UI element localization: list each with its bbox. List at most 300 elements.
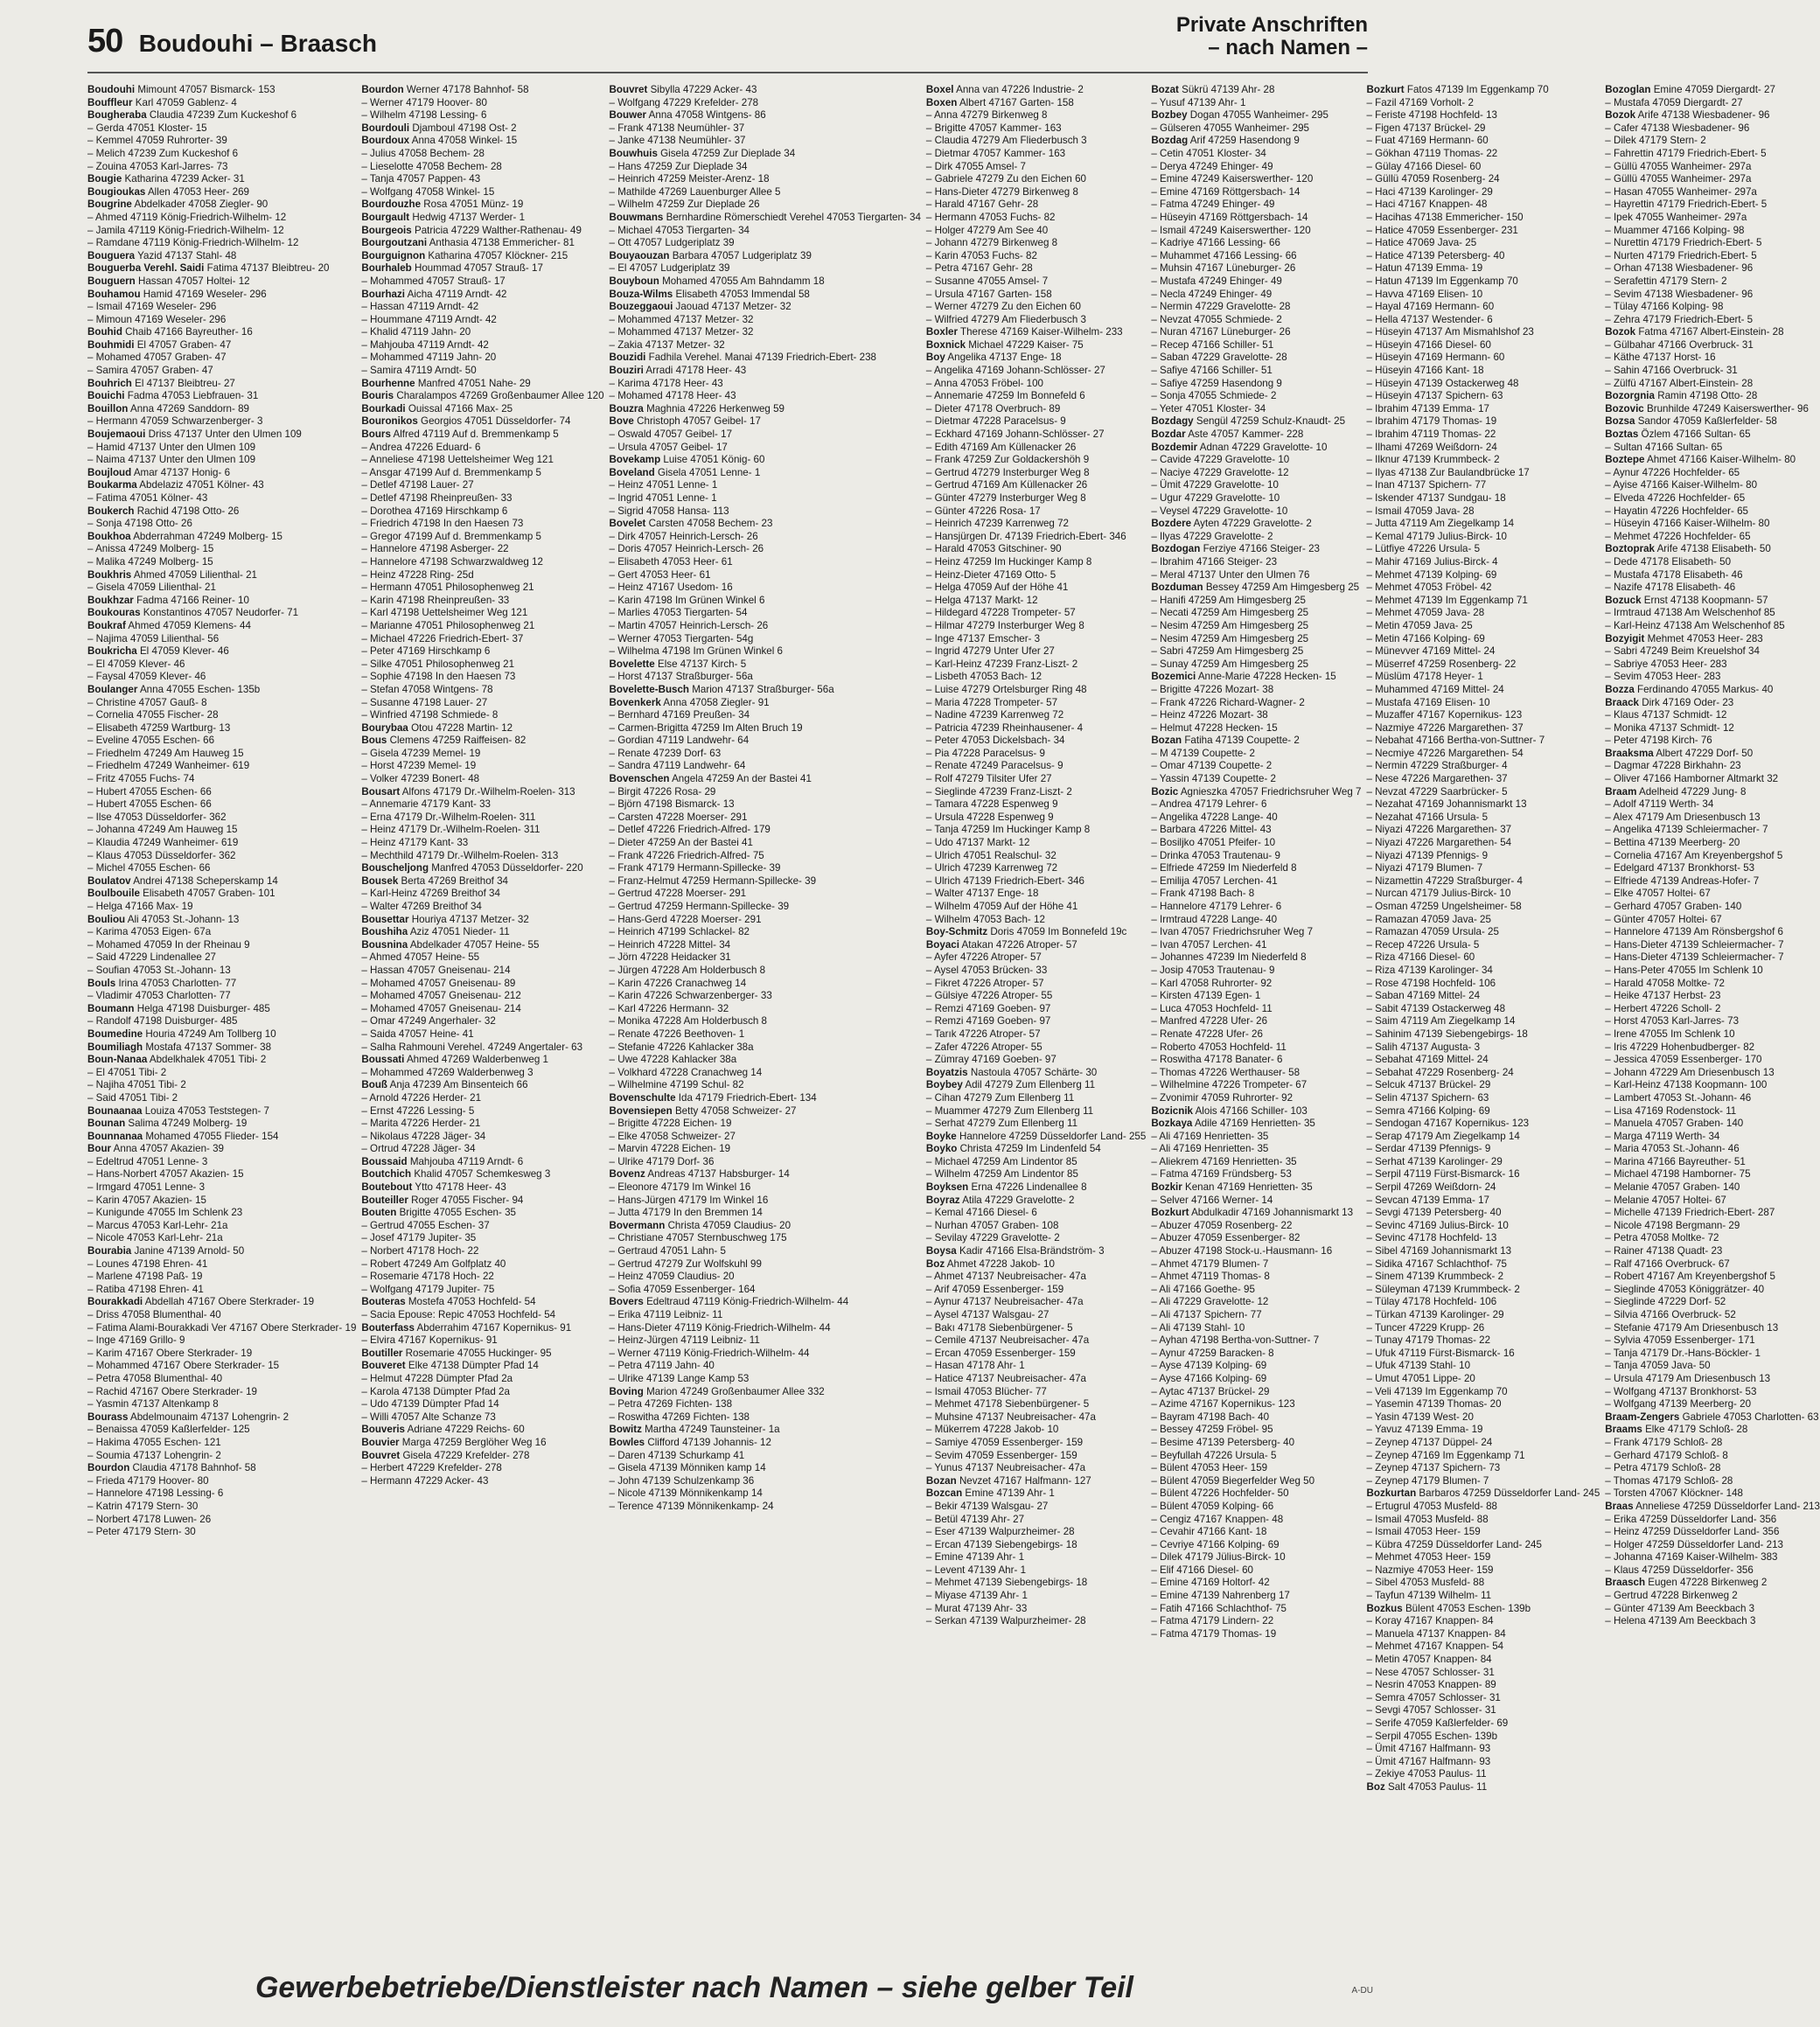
listing-entry	[610, 569, 921, 582]
surname: Boushiha	[361, 926, 408, 938]
entry-details: – Veli 47139 Im Eggenkamp 70	[1366, 1385, 1508, 1397]
listing-entry	[610, 965, 921, 978]
entry-details: – Zeynep 47179 Blumen- 7	[1366, 1474, 1489, 1487]
entry-details: – Nezahat 47169 Johannismarkt 13	[1366, 798, 1527, 811]
listing-entry	[87, 275, 356, 289]
listing-entry	[610, 301, 921, 314]
entry-details: – Ismail 47053 Heer- 159	[1366, 1526, 1481, 1538]
entry-details: – Michael 47259 Am Lindentor 85	[925, 1155, 1077, 1167]
entry-details: Louiza 47053 Teststegen- 7	[144, 1104, 269, 1117]
entry-details: – Stefanie 47226 Kahlacker 38a	[609, 1041, 754, 1053]
listing-entry	[1605, 1092, 1820, 1105]
entry-details: Atila 47229 Gravelotte- 2	[962, 1194, 1075, 1206]
listing-entry	[610, 1105, 921, 1118]
surname: Bouzidi	[609, 352, 646, 364]
listing-entry	[87, 556, 356, 569]
entry-details: – Sevim 47138 Wiesbadener- 96	[1605, 288, 1754, 300]
entry-details: Clemens 47259 Raiffeisen- 82	[389, 735, 526, 747]
surname: Boukhris	[87, 568, 132, 581]
listing-entry	[926, 225, 1146, 238]
listing-entry	[1366, 1348, 1600, 1361]
listing-entry	[1151, 1424, 1361, 1437]
listing-entry	[1605, 97, 1820, 110]
entry-details: – Saban 47169 Mittel- 24	[1366, 990, 1481, 1002]
listing-column	[610, 84, 921, 1947]
entry-details: Charalampos 47269 Großenbaumer Allee 120	[396, 390, 604, 402]
listing-entry	[1605, 1386, 1820, 1399]
listing-entry	[87, 620, 356, 633]
surname: Bovelette-Busch	[609, 683, 690, 695]
listing-entry	[926, 1258, 1146, 1271]
entry-details: – Hamid 47137 Unter den Ulmen 109	[87, 441, 256, 453]
entry-details: – Gertrud 47055 Eschen- 37	[361, 1219, 490, 1231]
listing-entry	[926, 1271, 1146, 1284]
surname: Bouvier	[361, 1436, 400, 1448]
surname: Bovers	[609, 1296, 644, 1308]
entry-details: Abderrahman 47249 Molberg- 15	[133, 530, 282, 542]
listing-entry	[610, 862, 921, 875]
entry-details: – Nurcan 47179 Julius-Birck- 10	[1366, 888, 1511, 900]
listing-entry	[1605, 824, 1820, 837]
entry-details: – Hermann 47229 Acker- 43	[361, 1474, 489, 1487]
entry-details: – Serpil 47269 Weißdorn- 24	[1366, 1181, 1496, 1194]
listing-entry	[1605, 237, 1820, 250]
listing-entry	[1605, 1245, 1820, 1258]
listing-entry	[926, 543, 1146, 556]
listing-entry	[361, 326, 603, 339]
entry-details: – Ursula 47228 Espenweg 9	[925, 811, 1054, 823]
listing-entry	[1151, 1220, 1361, 1233]
listing-entry	[1151, 186, 1361, 199]
entry-details: – El 47059 Klever- 46	[87, 658, 185, 670]
listing-entry	[610, 658, 921, 672]
entry-details: – Hans-Dieter 47279 Birkenweg 8	[925, 185, 1078, 198]
entry-details: – Necmiye 47226 Margarethen- 54	[1366, 747, 1524, 759]
listing-entry	[1366, 1245, 1600, 1258]
surname: Bozan	[1151, 735, 1182, 747]
entry-details: – Fatma 47179 Thomas- 19	[1151, 1627, 1277, 1640]
listing-entry	[87, 735, 356, 748]
entry-details: Anna 47269 Sanddorn- 89	[129, 402, 249, 414]
entry-details: – Inge 47169 Grillo- 9	[87, 1334, 185, 1347]
listing-entry	[1151, 467, 1361, 480]
listing-entry	[1151, 1398, 1361, 1411]
entry-details: – Zülfü 47167 Albert-Einstein- 28	[1605, 377, 1754, 389]
surname: Braams	[1605, 1424, 1642, 1436]
surname: Boukraf	[87, 619, 126, 631]
entry-details: – Mustafa 47178 Elisabeth- 46	[1605, 568, 1743, 581]
listing-entry	[1366, 1781, 1600, 1794]
surname: Boz	[1366, 1780, 1385, 1793]
listing-entry	[361, 442, 603, 455]
listing-entry	[610, 1003, 921, 1016]
listing-entry	[1366, 1131, 1600, 1144]
entry-details: – Ümit 47167 Halfmann- 93	[1366, 1755, 1491, 1767]
entry-details: – Driss 47058 Blumenthal- 40	[87, 1309, 221, 1320]
listing-entry	[610, 84, 921, 97]
listing-entry	[1605, 225, 1820, 238]
entry-details: – Cornelia 47167 Am Kreyenbergshof 5	[1605, 849, 1783, 861]
listing-entry	[1151, 1118, 1361, 1131]
listing-entry	[610, 390, 921, 403]
surname: Bowitz	[609, 1424, 642, 1436]
listing-entry	[1151, 289, 1361, 302]
entry-details: – Tunay 47179 Thomas- 22	[1366, 1334, 1491, 1347]
entry-details: – Elfriede 47139 Andreas-Hofer- 7	[1605, 874, 1760, 887]
listing-entry	[1151, 850, 1361, 863]
entry-details: – Beyfullah 47226 Ursula- 5	[1151, 1449, 1277, 1461]
listing-entry	[361, 212, 603, 225]
listing-entry	[610, 697, 921, 710]
listing-entry	[1151, 951, 1361, 965]
listing-entry	[1605, 875, 1820, 888]
listing-entry	[926, 365, 1146, 378]
listing-entry	[1366, 1028, 1600, 1041]
entry-details: – Oswald 47057 Geibel- 17	[609, 428, 733, 441]
entry-details: – Sevgi 47139 Petersberg- 40	[1366, 1207, 1502, 1219]
listing-entry	[1366, 1526, 1600, 1539]
listing-entry	[1366, 1015, 1600, 1028]
listing-entry	[1605, 1514, 1820, 1527]
listing-entry	[1366, 442, 1600, 455]
entry-details: – Josef 47179 Jupiter- 35	[361, 1232, 477, 1244]
listing-entry	[1605, 1424, 1820, 1437]
entry-details: – Hatice 47059 Essenberger- 231	[1366, 224, 1518, 236]
entry-details: – Zouina 47053 Karl-Jarres- 73	[87, 160, 228, 172]
listing-entry	[1366, 1564, 1600, 1578]
listing-entry	[1151, 518, 1361, 531]
listing-entry	[87, 378, 356, 391]
listing-entry	[1605, 1195, 1820, 1208]
entry-details: – Hakima 47055 Eschen- 121	[87, 1436, 221, 1448]
listing-entry	[1151, 748, 1361, 761]
entry-details: – Bülent 47059 Biegerfelder Weg 50	[1151, 1474, 1315, 1487]
entry-details: – Günter 47057 Holtei- 67	[1605, 913, 1722, 925]
entry-details: – Klaudia 47249 Wanheimer- 619	[87, 837, 239, 849]
listing-entry	[1151, 1590, 1361, 1603]
surname: Bourkadi	[361, 402, 406, 414]
listing-entry	[1366, 671, 1600, 684]
listing-entry	[1151, 786, 1361, 799]
listing-entry	[926, 314, 1146, 327]
entry-details: – Gisela 47059 Lilienthal- 21	[87, 582, 216, 594]
surname: Bouwmans	[609, 211, 664, 223]
entry-details: – Björn 47198 Bismarck- 13	[609, 798, 735, 811]
listing-entry	[1366, 748, 1600, 761]
entry-details: – Ahmed 47119 König-Friedrich-Wilhelm- 12	[87, 211, 287, 223]
listing-entry	[1151, 901, 1361, 914]
entry-details: – Monika 47228 Am Holderbusch 8	[609, 1015, 767, 1027]
listing-entry	[87, 454, 356, 467]
listing-entry	[1366, 505, 1600, 519]
surname: Bouls	[87, 977, 116, 989]
entry-details: – Riza 47166 Diesel- 60	[1366, 951, 1475, 964]
listing-entry	[610, 1054, 921, 1067]
listing-entry	[1151, 237, 1361, 250]
entry-details: – Gertrud 47279 Zur Wolfskuhl 99	[609, 1257, 762, 1270]
listing-entry	[87, 339, 356, 352]
listing-entry	[926, 1143, 1146, 1156]
entry-details: – Ralf 47166 Overbruck- 67	[1605, 1257, 1730, 1270]
listing-entry	[361, 633, 603, 646]
entry-details: – Serpil 47119 Fürst-Bismarck- 16	[1366, 1168, 1520, 1181]
listing-entry	[1605, 1360, 1820, 1373]
listing-entry	[1605, 850, 1820, 863]
entry-details: – Ursula 47057 Geibel- 17	[609, 441, 728, 453]
entry-details: – Yassin 47139 Coupette- 2	[1151, 773, 1276, 785]
entry-details: – Ramazan 47059 Ursula- 25	[1366, 926, 1499, 938]
entry-details: Konstantinos 47057 Neudorfer- 71	[143, 607, 299, 619]
entry-details: – Ingrid 47051 Lenne- 1	[609, 492, 717, 504]
footer-note: Gewerbebetriebe/Dienstleister nach Namen – siehe gelber Teil	[255, 1971, 1133, 2004]
listing-entry	[1366, 428, 1600, 442]
entry-details: – Wilhelm 47198 Lessing- 6	[361, 109, 487, 122]
entry-details: Anna van 47226 Industrie- 2	[956, 84, 1084, 95]
entry-details: – Samira 47057 Graben- 47	[87, 365, 213, 377]
entry-details: Aste 47057 Kammer- 228	[1188, 428, 1304, 441]
entry-details: Ahmet 47166 Kaiser-Wilhelm- 80	[1646, 454, 1796, 466]
listing-entry	[610, 620, 921, 633]
entry-details: – Kunigunde 47055 Im Schlenk 23	[87, 1207, 243, 1219]
entry-details: Irina 47053 Charlotten- 77	[118, 977, 237, 989]
listing-column	[926, 84, 1146, 1947]
surname: Bouguera	[87, 249, 136, 261]
entry-details: – Saida 47057 Heine- 41	[361, 1027, 474, 1040]
entry-details: Amar 47137 Honig- 6	[133, 466, 231, 478]
listing-entry	[610, 798, 921, 811]
listing-entry	[1605, 1105, 1820, 1118]
listing-entry	[926, 1386, 1146, 1399]
listing-entry	[1605, 314, 1820, 327]
listing-entry	[1605, 1577, 1820, 1590]
listing-entry	[926, 990, 1146, 1003]
listing-entry	[1605, 428, 1820, 442]
entry-details: Arif 47259 Hasendong 9	[1189, 135, 1300, 147]
listing-entry	[361, 378, 603, 391]
listing-entry	[87, 135, 356, 148]
listing-entry	[87, 850, 356, 863]
entry-details: Abdelkader 47057 Heine- 55	[409, 938, 540, 951]
listing-entry	[610, 978, 921, 991]
entry-details: – Ulrich 47051 Realschul- 32	[925, 849, 1056, 861]
entry-details: – Hannelore 47198 Lessing- 6	[87, 1487, 224, 1500]
listing-entry	[926, 1156, 1146, 1169]
entry-details: Bülent 47053 Eschen- 139b	[1405, 1602, 1531, 1614]
listing-entry	[610, 173, 921, 186]
entry-details: – Johanna 47249 Am Hauweg 15	[87, 824, 238, 836]
listing-entry	[361, 697, 603, 710]
entry-details: – Frank 47179 Hermann-Spillecke- 39	[609, 862, 781, 874]
entry-details: – Fatma 47169 Fründsberg- 53	[1151, 1168, 1292, 1181]
entry-details: – Hubert 47055 Eschen- 66	[87, 798, 212, 811]
listing-entry	[1605, 633, 1820, 646]
listing-entry	[1151, 148, 1361, 161]
listing-entry	[926, 492, 1146, 505]
entry-details: – Cetin 47051 Kloster- 34	[1151, 147, 1266, 159]
listing-entry	[1605, 1475, 1820, 1488]
listing-entry	[87, 1360, 356, 1373]
entry-details: – Herbert 47226 Scholl- 2	[1605, 1002, 1721, 1014]
entry-details: Jaouad 47137 Metzer- 32	[675, 301, 791, 313]
listing-entry	[926, 569, 1146, 582]
listing-entry	[926, 1334, 1146, 1348]
entry-details: Ahmed 47269 Walderbenweg 1	[406, 1054, 548, 1066]
entry-details: – Veysel 47229 Gravelotte- 10	[1151, 505, 1288, 517]
entry-details: – Hanifi 47259 Am Himgesberg 25	[1151, 594, 1306, 606]
entry-details: – Susanne 47198 Lauer- 27	[361, 696, 488, 708]
listing-entry	[1151, 543, 1361, 556]
listing-entry	[1605, 735, 1820, 748]
listing-entry	[926, 798, 1146, 811]
listing-entry	[361, 1092, 603, 1105]
listing-entry	[361, 122, 603, 136]
entry-details: Katharina 47239 Acker- 31	[124, 173, 245, 185]
entry-details: – Azime 47167 Kopernikus- 123	[1151, 1398, 1295, 1411]
entry-details: – Aynur 47137 Neubreisacher- 47a	[925, 1296, 1084, 1308]
entry-details: – Aynur 47226 Hochfelder- 65	[1605, 466, 1740, 478]
listing-entry	[87, 697, 356, 710]
entry-details: Salt 47053 Paulus- 11	[1387, 1780, 1488, 1793]
listing-entry	[1605, 1398, 1820, 1411]
entry-details: – Mechthild 47179 Dr.-Wilhelm-Roelen- 313	[361, 849, 559, 861]
entry-details: Mostafa 47137 Sommer- 38	[145, 1041, 272, 1053]
listing-entry	[926, 1028, 1146, 1041]
entry-details: – Angelika 47228 Lange- 40	[1151, 811, 1278, 823]
listing-entry	[1366, 1118, 1600, 1131]
entry-details: – Süleyman 47139 Krummbeck- 2	[1366, 1283, 1520, 1295]
entry-details: – Günter 47279 Insterburger Weg 8	[925, 492, 1086, 504]
entry-details: – Hatun 47139 Im Eggenkamp 70	[1366, 275, 1518, 287]
listing-entry	[1605, 186, 1820, 199]
listing-entry	[926, 122, 1146, 136]
entry-details: – Harald 47053 Gitschiner- 90	[925, 543, 1062, 555]
listing-entry	[361, 748, 603, 761]
entry-details: Roger 47055 Fischer- 94	[411, 1194, 524, 1206]
entry-details: Else 47137 Kirch- 5	[657, 658, 747, 670]
entry-details: – Andrea 47179 Lehrer- 6	[1151, 798, 1267, 811]
listing-entry	[926, 352, 1146, 365]
surname: Boukricha	[87, 645, 137, 658]
surname: Bouyaouzan	[609, 249, 670, 261]
entry-details: El 47057 Graben- 47	[136, 338, 232, 351]
entry-details: – Cengiz 47167 Knappen- 48	[1151, 1513, 1284, 1525]
entry-details: – Werner 47179 Hoover- 80	[361, 96, 487, 108]
entry-details: – Johann 47229 Am Driesenbusch 13	[1605, 1066, 1775, 1078]
surname: Bozdemir	[1151, 441, 1198, 453]
listing-entry	[1366, 1654, 1600, 1667]
entry-details: – Bülent 47059 Kolping- 66	[1151, 1500, 1274, 1512]
listing-entry	[1151, 824, 1361, 837]
surname: Bouris	[361, 390, 394, 402]
entry-details: Marion 47249 Großenbaumer Allee 332	[646, 1385, 825, 1397]
listing-entry	[610, 97, 921, 110]
listing-entry	[926, 390, 1146, 403]
surname: Boztepe	[1605, 454, 1645, 466]
listing-entry	[926, 199, 1146, 212]
surname: Bouteiller	[361, 1194, 408, 1206]
listing-entry	[610, 786, 921, 799]
entry-details: – Günter 47139 Am Beeckbach 3	[1605, 1602, 1755, 1614]
listing-entry	[1151, 1514, 1361, 1527]
entry-details: – Kadriye 47166 Lessing- 66	[1151, 237, 1280, 249]
listing-entry	[361, 199, 603, 212]
entry-details: – Mohammed 47137 Metzer- 32	[609, 313, 754, 325]
surname: Boyaci	[925, 938, 959, 951]
listing-entry	[926, 1181, 1146, 1195]
listing-entry	[87, 1386, 356, 1399]
listing-entry	[1605, 1079, 1820, 1092]
listing-entry	[87, 1258, 356, 1271]
entry-details: El 47059 Klever- 46	[139, 645, 229, 658]
listing-entry	[610, 378, 921, 391]
listing-entry	[1605, 1284, 1820, 1297]
entry-details: – Birgit 47226 Rosa- 29	[609, 785, 716, 798]
entry-details: – Serafettin 47179 Stern- 2	[1605, 275, 1727, 287]
listing-column	[87, 84, 356, 1947]
listing-entry	[361, 1296, 603, 1309]
entry-details: – Heinz-Jürgen 47119 Leibniz- 11	[609, 1334, 760, 1347]
entry-details: – Sendogan 47167 Kopernikus- 123	[1366, 1118, 1530, 1130]
entry-details: – Emine 47249 Kaiserswerther- 120	[1151, 173, 1314, 185]
listing-entry	[1366, 978, 1600, 991]
entry-details: – Malika 47249 Molberg- 15	[87, 555, 213, 568]
entry-details: Salima 47249 Molberg- 19	[128, 1118, 248, 1130]
listing-entry	[926, 760, 1146, 773]
entry-details: – Eveline 47055 Eschen- 66	[87, 735, 215, 747]
entry-details: – Holger 47259 Düsseldorfer Land- 213	[1605, 1538, 1783, 1550]
entry-details: – Serdar 47139 Pfennigs- 9	[1366, 1143, 1491, 1155]
entry-details: – Michael 47198 Hamborner- 75	[1605, 1168, 1751, 1181]
listing-entry	[1366, 735, 1600, 748]
entry-details: – Andrea 47226 Eduard- 6	[361, 441, 481, 453]
entry-details: – Lisa 47169 Rodenstock- 11	[1605, 1104, 1737, 1117]
entry-details: – Detlef 47198 Lauer- 27	[361, 479, 474, 491]
entry-details: – Güllü 47059 Rosenberg- 24	[1366, 173, 1500, 185]
entry-details: – Gertraud 47051 Lahn- 5	[609, 1245, 726, 1257]
listing-entry	[1605, 442, 1820, 455]
entry-details: – Marlene 47198 Paß- 19	[87, 1271, 203, 1283]
listing-entry	[610, 914, 921, 927]
entry-details: – Münevver 47169 Mittel- 24	[1366, 645, 1496, 658]
listing-entry	[1366, 760, 1600, 773]
entry-details: – Bülent 47226 Hochfelder- 50	[1151, 1487, 1289, 1500]
entry-details: – Figen 47137 Brückel- 29	[1366, 122, 1486, 134]
entry-details: Werner 47178 Bahnhof- 58	[406, 84, 529, 95]
entry-details: Abdellah 47167 Obere Sterkrader- 19	[144, 1296, 315, 1308]
listing-entry	[361, 760, 603, 773]
entry-details: – Ingrid 47279 Unter Ufer 27	[925, 645, 1055, 658]
entry-details: – Angelika 47169 Johann-Schlösser- 27	[925, 365, 1105, 377]
entry-details: – Koray 47167 Knappen- 84	[1366, 1615, 1494, 1627]
listing-entry	[87, 1118, 356, 1131]
surname: Boukhzar	[87, 594, 134, 606]
entry-details: – Ulrike 47139 Lange Kamp 53	[609, 1372, 750, 1384]
section-title	[1176, 14, 1368, 59]
surname: Bouten	[361, 1207, 397, 1219]
surname: Bozdogan	[1151, 543, 1201, 555]
listing-entry	[361, 135, 603, 148]
surname: Boybey	[925, 1079, 963, 1091]
entry-details: – Nuran 47167 Lüneburger- 26	[1151, 326, 1291, 338]
entry-details: – Hayatin 47226 Hochfelder- 65	[1605, 505, 1749, 517]
listing-entry	[1151, 633, 1361, 646]
entry-details: – Aytac 47137 Brückel- 29	[1151, 1385, 1270, 1397]
surname: Boukerch	[87, 505, 135, 517]
entry-details: Aicha 47119 Arndt- 42	[407, 288, 507, 300]
surname: Bounnanaa	[87, 1130, 143, 1142]
entry-details: – Tülay 47166 Kolping- 98	[1605, 301, 1724, 313]
listing-entry	[926, 1309, 1146, 1322]
